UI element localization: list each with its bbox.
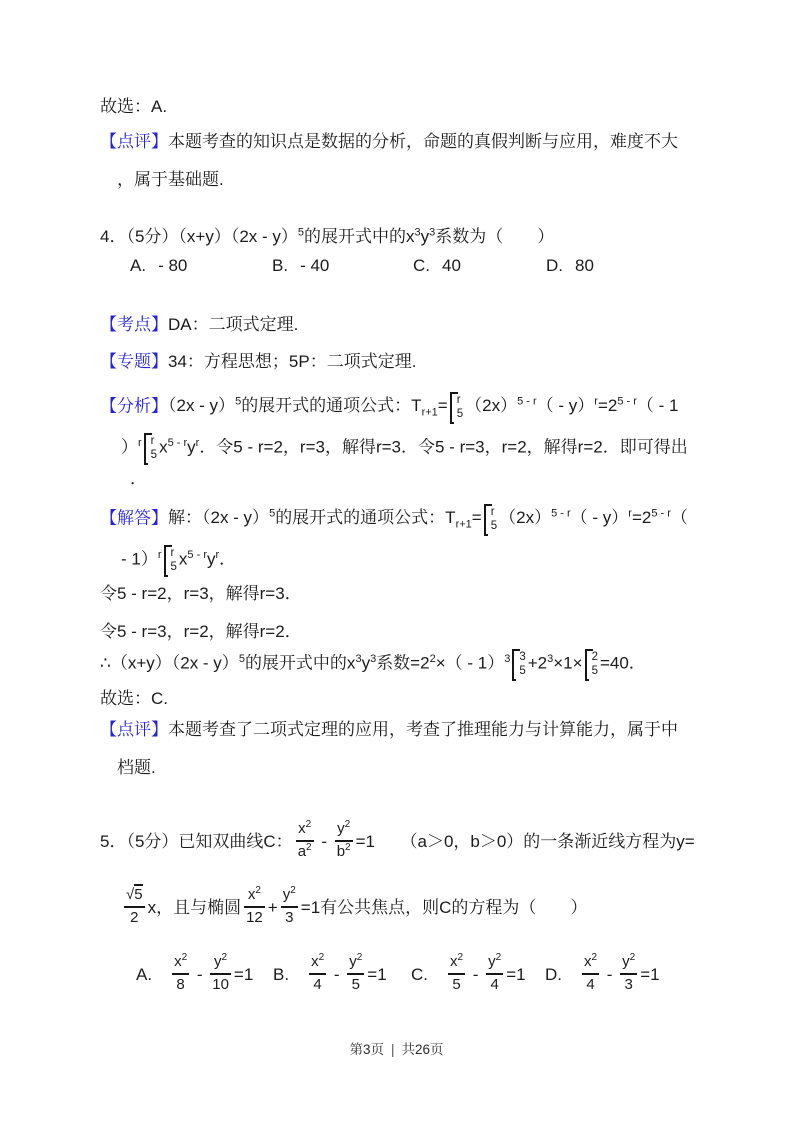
fraction-denominator: 12: [246, 908, 263, 926]
fraction: [309, 953, 326, 995]
fraction: [582, 953, 599, 995]
analysis-formula: [168, 394, 679, 420]
superscript: r: [157, 548, 162, 561]
combination-bracket-icon: [164, 545, 171, 577]
superscript: 2: [255, 885, 261, 896]
fraction-numerator: $x^2$: [174, 952, 188, 970]
text-run: ．令5 - r=2，r=3，解得r=3．令5 - r=3，r=2，解得r=2．即可得出: [199, 437, 688, 457]
fraction-denominator: 3: [285, 908, 294, 926]
option-value: - 80: [158, 256, 188, 275]
prev-comment-line2: ，属于基础题.: [117, 170, 224, 189]
fraction-bar: [210, 973, 231, 975]
combination-bracket-icon: [585, 649, 592, 681]
fraction-numerator: $x^2$: [311, 952, 325, 970]
q4-comment-line2: 档题.: [117, 758, 156, 777]
text-run: B.: [273, 965, 307, 985]
option-label: B.: [272, 256, 289, 275]
fraction-numerator: $y^2$: [488, 952, 502, 970]
text-run: - 1）: [121, 549, 158, 569]
fraction: [244, 886, 265, 928]
q4-option-d: [546, 256, 594, 276]
fraction: [448, 953, 465, 995]
fraction: [486, 953, 503, 995]
fraction-numerator: [124, 886, 145, 905]
fraction-numerator: $y^2$: [214, 952, 228, 970]
combination-symbol: [144, 433, 157, 465]
fraction-numerator: $x^2$: [450, 952, 464, 970]
fraction: [620, 953, 637, 995]
text-run: 系数为（ ）: [435, 227, 555, 246]
fraction-numerator: $x^2$: [298, 819, 312, 837]
fraction-bar: [244, 906, 265, 908]
combination-bracket-icon: [450, 392, 457, 424]
superscript: 2: [591, 952, 598, 963]
superscript: r: [195, 436, 200, 449]
text-run: y: [361, 653, 371, 673]
text-run: =2: [631, 508, 652, 528]
text-run: x: [159, 437, 168, 457]
combination-bracket-icon: [144, 433, 151, 465]
text-run: -: [192, 965, 208, 985]
q4-solution-line3: 令5 - r=2，r=3，解得r=3．: [100, 584, 302, 603]
combination-upper: r: [456, 394, 461, 407]
fraction-numerator: $y^2$: [349, 952, 363, 970]
superscript: 5: [269, 507, 276, 520]
superscript: r: [628, 507, 632, 520]
option-label: A.: [130, 256, 147, 275]
combination-lower: 5: [170, 561, 177, 573]
fraction-denominator: 2: [130, 908, 139, 926]
fraction-bar: [124, 906, 145, 908]
solution-formula: [168, 506, 688, 532]
fraction-bar: [172, 973, 189, 975]
superscript: 3: [547, 652, 554, 665]
text-run: ．: [219, 549, 237, 569]
combination-symbol: [512, 649, 525, 681]
q4-comment-line1: [100, 719, 678, 742]
superscript: r: [138, 436, 142, 449]
fraction: [281, 886, 298, 928]
text-run: （: [670, 508, 688, 528]
fraction-denominator: 5: [452, 975, 461, 993]
text-run: ×（ - 1）: [435, 653, 505, 673]
q4-analysis-line1: [100, 391, 678, 423]
text-run: （2x）: [499, 508, 552, 528]
text-run: =1: [506, 965, 526, 985]
text-run: y: [187, 437, 196, 457]
superscript: 5 - r: [517, 395, 537, 408]
text-run: +2: [527, 653, 548, 673]
comment-label: 【点评】: [100, 720, 168, 739]
zhuanti-label: 【专题】: [100, 352, 168, 371]
superscript: 2: [429, 652, 436, 665]
q4-answer-line: 故选：C.: [100, 689, 168, 708]
comment-text: 本题考查了二项式定理的应用，考查了推理能力与计算能力，属于中: [168, 720, 678, 739]
fraction-denominator: 4: [490, 975, 499, 993]
combination-symbol: [585, 649, 598, 681]
fraction-numerator: $x^2$: [247, 885, 261, 903]
q5-option-d: [545, 952, 660, 997]
combination-lower: 5: [490, 520, 498, 532]
superscript: 5 - r: [617, 395, 637, 408]
fraction: [296, 820, 314, 862]
option-label: C.: [413, 256, 430, 275]
superscript: 5: [297, 226, 305, 239]
option-label: D.: [546, 256, 563, 275]
superscript: 5 - r: [187, 548, 207, 561]
combination-bracket-icon: [512, 649, 519, 681]
radical-sign: √: [126, 886, 135, 903]
text-run: =: [471, 508, 482, 528]
combination-upper: 2: [591, 651, 598, 664]
combination-lower: 5: [456, 408, 464, 420]
fraction: [335, 820, 353, 862]
superscript: 3: [429, 226, 436, 239]
solution-label: 【解答】: [100, 508, 168, 528]
text-run: A.: [136, 965, 170, 985]
text-run: 的展开式的通项公式：T: [275, 508, 456, 528]
superscript: 5: [238, 652, 245, 665]
text-run: C.: [411, 965, 445, 985]
text-run: （ - y）: [536, 396, 595, 416]
q4-analysis-line2: [121, 432, 688, 464]
superscript: 3: [414, 226, 421, 239]
superscript: r: [594, 395, 598, 408]
text-run: 4．（5分）（x+y）（2x - y）: [100, 227, 298, 246]
q5-stem-line1: [100, 819, 695, 864]
fraction: [124, 886, 145, 928]
superscript: 5 - r: [651, 507, 671, 520]
text-run: -: [602, 965, 618, 985]
combination-upper: r: [490, 506, 495, 519]
text-run: -: [468, 965, 484, 985]
text-run: ∴（x+y）（2x - y）: [100, 653, 239, 673]
text-run: 5．（5分）已知双曲线C：: [100, 832, 293, 852]
text-run: y: [420, 227, 430, 246]
text-run: =1: [233, 965, 254, 985]
text-run: （2x）: [465, 396, 518, 416]
fraction-bar: [281, 906, 298, 908]
fraction-denominator: 8: [176, 975, 185, 993]
zhuanti-text: 34：方程思想；5P：二项式定理.: [168, 352, 417, 371]
text-run: 系数=2: [376, 653, 430, 673]
footer-page-number: 第3页: [349, 1042, 384, 1057]
q4-zhuanti-line: [100, 351, 416, 374]
text-run: y: [206, 549, 216, 569]
comment-label: 【点评】: [100, 132, 168, 151]
fraction-denominator: $b^2$: [336, 841, 351, 860]
analysis-label: 【分析】: [100, 396, 168, 416]
footer-separator: |: [390, 1042, 395, 1057]
superscript: 5: [235, 395, 242, 408]
superscript: 3: [370, 652, 377, 665]
fraction-denominator: 4: [313, 975, 322, 993]
text-run: =: [437, 396, 448, 416]
fraction-bar: [486, 973, 503, 975]
page-footer: [0, 1038, 793, 1058]
radicand: 5: [134, 886, 143, 903]
text-run: （ - 1: [636, 396, 679, 416]
superscript: 2: [290, 885, 296, 896]
q4-option-b: [272, 256, 329, 276]
text-run: -: [329, 965, 345, 985]
text-run: 的展开式的通项公式：T: [241, 396, 422, 416]
text-run: =2: [597, 396, 618, 416]
q4-solution-line4: 令5 - r=3，r=2，解得r=2．: [100, 622, 302, 641]
text-run: =1: [640, 965, 660, 985]
text-run: x: [178, 549, 188, 569]
q5-option-b: [273, 952, 387, 997]
combination-upper: 3: [519, 651, 526, 664]
text-run: =40．: [599, 653, 646, 673]
fraction: [347, 953, 364, 995]
fraction-bar: [448, 973, 465, 975]
superscript: 2: [306, 841, 312, 853]
superscript: 3: [355, 652, 362, 665]
superscript: 2: [181, 952, 188, 963]
superscript: 3: [504, 652, 511, 665]
q4-analysis-line3: ．: [130, 469, 147, 488]
combination-lower: 5: [150, 449, 158, 461]
footer-page-total: 共26页: [401, 1042, 444, 1057]
combination-bracket-icon: [484, 504, 491, 536]
superscript: 2: [345, 841, 351, 853]
prev-answer-line: 故选：A.: [100, 97, 168, 116]
text-run: ）: [121, 437, 138, 457]
q4-solution-line1: [100, 503, 688, 535]
text-run: D.: [545, 965, 579, 985]
text-run: ×1×: [553, 653, 583, 673]
superscript: 2: [495, 952, 502, 963]
combination-lower: 5: [519, 665, 526, 677]
text-run: =1有公共焦点，则C的方程为（ ）: [300, 898, 588, 918]
fraction-denominator: 10: [212, 975, 229, 993]
combination-upper: r: [150, 435, 155, 448]
q4-stem: [100, 226, 554, 249]
fraction-numerator: $y^2$: [282, 885, 296, 903]
fraction-denominator: 3: [624, 975, 633, 993]
fraction-denominator: 5: [351, 975, 360, 993]
option-value: - 40: [300, 256, 330, 275]
superscript: 2: [305, 819, 312, 830]
superscript: 2: [318, 952, 325, 963]
combination-upper: r: [170, 547, 175, 560]
fraction-bar: [582, 973, 599, 975]
text-run: 的展开式中的x: [244, 653, 356, 673]
superscript: 2: [457, 952, 464, 963]
combination-symbol: [164, 545, 177, 577]
fraction-bar: [309, 973, 326, 975]
subscript: r+1: [421, 406, 438, 419]
option-value: 80: [575, 256, 594, 275]
superscript: r: [215, 548, 220, 561]
fraction: [210, 953, 231, 995]
text-run: （ - y）: [570, 508, 629, 528]
text-run: x，且与椭圆: [147, 898, 242, 918]
fraction-bar: [347, 973, 364, 975]
q4-solution-line2: [121, 544, 236, 576]
text-run: =1 （a＞0，b＞0）的一条渐近线方程为y=: [355, 832, 695, 852]
q4-option-a: [130, 256, 187, 276]
text-run: 解：（2x - y）: [168, 508, 270, 528]
superscript: 2: [356, 952, 363, 963]
prev-comment-line1: [100, 131, 678, 154]
text-run: =1: [367, 965, 387, 985]
superscript: 2: [221, 952, 228, 963]
q4-option-c: [413, 256, 461, 276]
text-run: 的展开式中的x: [304, 227, 415, 246]
text-run: -: [316, 832, 332, 852]
kaodian-label: 【考点】: [100, 315, 168, 334]
option-value: 40: [442, 256, 461, 275]
superscript: 2: [629, 952, 636, 963]
combination-lower: 5: [591, 665, 598, 677]
q5-option-a: [136, 952, 254, 997]
combination-symbol: [450, 392, 463, 424]
q4-kaodian-line: [100, 314, 298, 337]
subscript: r+1: [455, 518, 472, 531]
q4-solution-line5: [100, 648, 646, 680]
fraction: [172, 953, 189, 995]
text-run: +: [267, 898, 278, 918]
fraction-denominator: 4: [586, 975, 595, 993]
fraction-numerator: $y^2$: [622, 952, 636, 970]
fraction-numerator: $y^2$: [337, 819, 351, 837]
q5-option-c: [411, 952, 526, 997]
kaodian-text: DA：二项式定理.: [168, 315, 299, 334]
combination-symbol: [484, 504, 497, 536]
fraction-denominator: $a^2$: [297, 841, 312, 860]
superscript: 5 - r: [551, 507, 571, 520]
fraction-bar: [620, 973, 637, 975]
fraction-numerator: $x^2$: [584, 952, 598, 970]
comment-text: 本题考查的知识点是数据的分析，命题的真假判断与应用，难度不大: [168, 132, 678, 151]
superscript: 2: [344, 819, 351, 830]
q5-stem-line2: [121, 885, 588, 930]
text-run: （2x - y）: [168, 396, 236, 416]
superscript: 5 - r: [167, 436, 188, 449]
